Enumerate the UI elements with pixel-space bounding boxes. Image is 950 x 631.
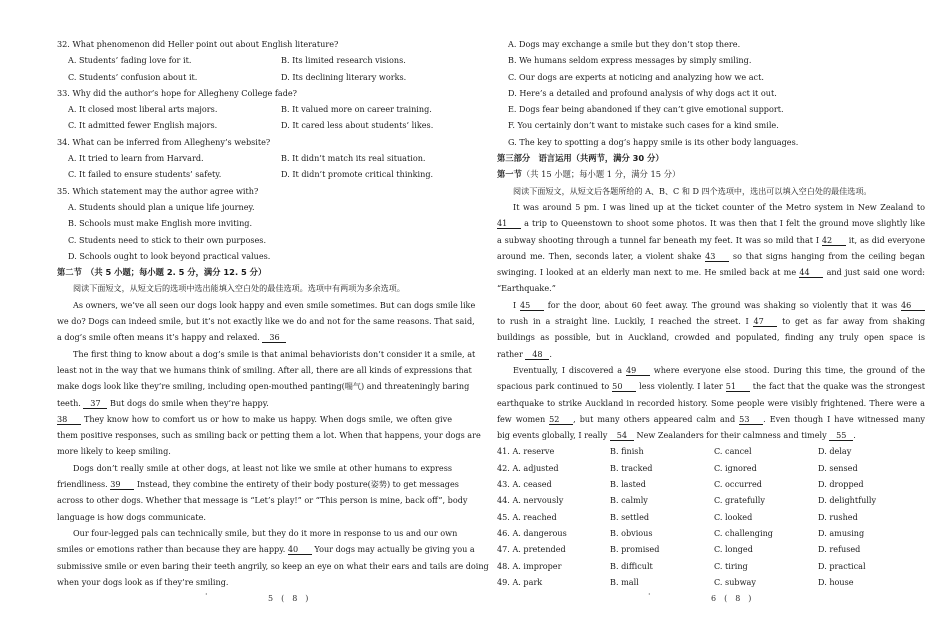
blank-52[interactable]: 52 xyxy=(549,414,573,425)
blank-48[interactable]: 48 xyxy=(525,349,549,360)
choice-41a: 41. A. reserve xyxy=(497,446,555,457)
passage-text: Eventually, I discovered a xyxy=(513,364,626,375)
blank-53[interactable]: 53 xyxy=(739,414,763,425)
passage-text: a trip to Queenstown to shoot some photos. It was then that I felt the ground move slightly like xyxy=(521,218,925,229)
cloze-p1-line-5 xyxy=(497,264,925,280)
page-number-left: 5 ( 8 ) xyxy=(268,594,309,603)
choice-49d: D. house xyxy=(818,576,854,587)
passage-text: Instead, they combine the entirety of their body posture(姿势) to get messages xyxy=(134,479,459,490)
question-33-options-row-1 xyxy=(57,101,452,117)
choice-46b: B. obvious xyxy=(610,527,653,538)
passage-text: . xyxy=(549,348,552,359)
option-32b: B. Its limited research visions. xyxy=(281,55,406,66)
choices-46 xyxy=(497,525,925,541)
choice-43c: C. occurred xyxy=(714,479,762,490)
choice-47c: C. longed xyxy=(714,544,753,555)
blank-54[interactable]: 54 xyxy=(610,430,634,441)
option-36-40-c: C. Our dogs are experts at noticing and analyzing how we act. xyxy=(508,71,764,82)
passage-text: to get as far away from shaking xyxy=(777,316,926,327)
blank-42[interactable]: 42 xyxy=(822,235,846,246)
cloze-p1-line-4 xyxy=(497,248,925,264)
passage-text: few women xyxy=(497,413,550,424)
cloze-p3-line-1 xyxy=(497,362,925,378)
passage-p1-line-3 xyxy=(57,329,452,345)
passage-text: where everyone else stood. During this time, the ground of the xyxy=(649,364,925,375)
choice-41d: D. delay xyxy=(818,446,852,457)
choice-43b: B. lasted xyxy=(610,479,646,490)
question-34-stem: 34. What can be inferred from Allegheny’s website? xyxy=(57,136,271,147)
question-32-options-row-2 xyxy=(57,69,452,85)
passage-text: I xyxy=(513,299,520,310)
section-1-note: （共 15 小题；每小题 1 分，满分 15 分） xyxy=(521,169,681,180)
option-34a: A. It tried to learn from Harvard. xyxy=(68,153,204,164)
blank-38[interactable]: 38 xyxy=(57,414,81,425)
section-1-heading xyxy=(497,166,925,182)
passage-p3-line-2: them positive responses, such as smiling back or petting them a lot. When that happens, your dogs are xyxy=(57,430,481,441)
question-33-stem: 33. Why did the author’s hope for Allegheny College fade? xyxy=(57,87,298,98)
choice-41b: B. finish xyxy=(610,446,644,457)
cloze-p2-line-1 xyxy=(497,297,925,313)
choices-48 xyxy=(497,558,925,574)
choice-47b: B. promised xyxy=(610,544,660,555)
choice-48d: D. practical xyxy=(818,560,866,571)
passage-p4-line-3: across to other dogs. Whether that message is “Let’s play!” or “This person is mine, back off”, body xyxy=(57,495,468,506)
question-34-options-row-1 xyxy=(57,150,452,166)
option-35c: C. Students need to stick to their own purposes. xyxy=(68,234,267,245)
passage-text: spacious park continued to xyxy=(497,381,613,392)
blank-40[interactable]: 40 xyxy=(288,544,312,555)
choice-44a: 44. A. nervously xyxy=(497,495,564,506)
passage-p2-line-4 xyxy=(57,395,452,411)
section-2-heading: 第二节 （共 5 小题；每小题 2. 5 分，满分 12. 5 分） xyxy=(57,267,267,278)
footer-dot-left: · xyxy=(205,590,208,599)
blank-39[interactable]: 39 xyxy=(110,479,134,490)
blank-43[interactable]: 43 xyxy=(705,251,729,262)
passage-text: so that signs hanging from the ceiling began xyxy=(729,250,925,261)
choice-42c: C. ignored xyxy=(714,462,757,473)
blank-36[interactable]: 36 xyxy=(262,332,286,343)
choices-47 xyxy=(497,541,925,557)
cloze-p3-line-4 xyxy=(497,411,925,427)
passage-p2-line-3: make dogs look like they’re smiling, including open-mouthed panting(喘气) and threateningly baring xyxy=(57,381,470,392)
cloze-p3-line-2 xyxy=(497,378,925,394)
option-34b: B. It didn’t match its real situation. xyxy=(281,153,426,164)
footer-dot-right: · xyxy=(648,590,651,599)
passage-p2-line-2: least not in the way that we humans think of smiling. After all, there are all kinds of expressions that xyxy=(57,364,472,375)
choice-48c: C. tiring xyxy=(714,560,748,571)
option-35b: B. Schools must make English more inviting. xyxy=(68,218,253,229)
passage-text: around me. Then, seconds later, a violent shake xyxy=(497,250,706,261)
passage-p3-line-3: more likely to keep smiling. xyxy=(57,446,171,457)
passage-text: swinging. I looked at an elderly man next to me. He smiled back at me xyxy=(497,267,800,278)
passage-text: New Zealanders for their calmness and timely xyxy=(633,430,830,441)
passage-text: teeth. xyxy=(57,397,84,408)
blank-55[interactable]: 55 xyxy=(829,430,853,441)
passage-text: Your dogs may actually be giving you a xyxy=(311,544,475,555)
choice-46c: C. challenging xyxy=(714,527,773,538)
blank-44[interactable]: 44 xyxy=(799,267,823,278)
option-32d: D. Its declining literary works. xyxy=(281,71,407,82)
option-36-40-e: E. Dogs fear being abandoned if they can’t give emotional support. xyxy=(508,104,784,115)
cloze-p3-line-3: earthquake to strike Auckland in recorded history. Some people were visibly frightened. There were a xyxy=(497,397,925,408)
option-36-40-a: A. Dogs may exchange a smile but they don’t stop there. xyxy=(508,39,741,49)
passage-p1-line-1: As owners, we’ve all seen our dogs look happy and even smile sometimes. But can dogs smile like xyxy=(73,299,476,310)
passage-p5-line-4: when your dogs look as if they’re smiling. xyxy=(57,576,229,587)
choice-48b: B. difficult xyxy=(610,560,653,571)
choice-43a: 43. A. ceased xyxy=(497,479,552,490)
question-32-options-row-1 xyxy=(57,52,452,68)
choice-45d: D. rushed xyxy=(818,511,858,522)
passage-text: less violently. I later xyxy=(636,381,726,392)
blank-45[interactable]: 45 xyxy=(520,300,544,311)
option-36-40-f: F. You certainly don’t want to mistake such cases for a kind smile. xyxy=(508,120,779,131)
choice-43d: D. dropped xyxy=(818,479,864,490)
choices-49 xyxy=(497,574,925,590)
section-1-label: 第一节 xyxy=(497,169,522,180)
question-33-options-row-2 xyxy=(57,117,452,133)
choice-46d: D. amusing xyxy=(818,527,865,538)
choice-47a: 47. A. pretended xyxy=(497,544,566,555)
choices-44 xyxy=(497,492,925,508)
passage-p5-line-2 xyxy=(57,541,475,557)
question-32-stem: 32. What phenomenon did Heller point out about English literature? xyxy=(57,39,339,49)
option-34c: C. It failed to ensure students’ safety. xyxy=(68,169,222,180)
page-number-right: 6 ( 8 ) xyxy=(711,594,752,603)
passage-p4-line-1: Dogs don’t really smile at other dogs, at least not like we smile at other humans to express xyxy=(73,462,452,473)
option-33a: A. It closed most liberal arts majors. xyxy=(68,104,218,115)
passage-p4-line-4: language is how dogs communicate. xyxy=(57,511,206,522)
cloze-p2-line-4 xyxy=(497,346,925,362)
choices-45 xyxy=(497,509,925,525)
passage-p5-line-3: submissive smile or even baring their teeth angrily, so keep an eye on what their ears and tails are doing xyxy=(57,560,489,571)
option-33c: C. It admitted fewer English majors. xyxy=(68,120,218,131)
choice-46a: 46. A. dangerous xyxy=(497,527,567,538)
part-3-heading: 第三部分 语言运用（共两节，满分 30 分） xyxy=(497,153,664,164)
choice-48a: 48. A. improper xyxy=(497,560,562,571)
passage-text: the fact that the quake was the strongest xyxy=(749,381,925,392)
passage-p4-line-2 xyxy=(57,476,459,492)
cloze-p3-line-5 xyxy=(497,427,925,443)
choice-42d: D. sensed xyxy=(818,462,858,473)
cloze-p1-line-6: “Earthquake.” xyxy=(497,283,556,294)
choice-49a: 49. A. park xyxy=(497,576,543,587)
choice-45b: B. settled xyxy=(610,511,650,522)
passage-text: They know how to comfort us or how to make us happy. When dogs smile, we often give xyxy=(81,413,452,424)
left-page xyxy=(57,36,489,590)
passage-text: But dogs do smile when they’re happy. xyxy=(107,397,269,408)
passage-text: big events globally, I really xyxy=(497,430,610,441)
option-36-40-g: G. The key to spotting a dog’s happy smile is its other body languages. xyxy=(508,136,799,147)
option-32c: C. Students’ confusion about it. xyxy=(68,71,198,82)
passage-text: friendliness. xyxy=(57,479,111,490)
choices-41 xyxy=(497,443,925,459)
blank-37[interactable]: 37 xyxy=(83,398,107,409)
question-34-options-row-2 xyxy=(57,166,452,182)
choice-47d: D. refused xyxy=(818,544,861,555)
choice-42b: B. tracked xyxy=(610,462,653,473)
choice-45c: C. looked xyxy=(714,511,753,522)
passage-p5-line-1: Our four-legged pals can technically smile, but they do it more in response to us and our own xyxy=(73,527,458,538)
passage-text: it, as did everyone xyxy=(845,234,925,245)
choice-44b: B. calmly xyxy=(610,495,648,506)
option-34d: D. It didn’t promote critical thinking. xyxy=(281,169,434,180)
passage-text: to rush in a straight line. Luckily, I reached the street. I xyxy=(497,316,754,327)
choices-42 xyxy=(497,460,925,476)
cloze-p1-line-1: It was around 5 pm. I was lined up at the ticket counter of the Metro system in New Zealand to xyxy=(513,201,925,212)
cloze-p1-line-3 xyxy=(497,232,925,248)
choices-43 xyxy=(497,476,925,492)
option-33d: D. It cared less about students’ likes. xyxy=(281,120,434,131)
option-36-40-d: D. Here’s a detailed and profound analysis of why dogs act it out. xyxy=(508,87,777,98)
cloze-p2-line-3: buildings as possible, but in Auckland, crowded and populated, finding any truly open space is xyxy=(497,332,925,343)
cloze-p2-line-2 xyxy=(497,313,925,329)
option-33b: B. It valued more on career training. xyxy=(281,104,432,115)
choice-41c: C. cancel xyxy=(714,446,752,457)
passage-text: , but many others appeared calm and xyxy=(573,413,740,424)
option-36-40-b: B. We humans seldom express messages by simply smiling. xyxy=(508,55,752,66)
blank-41[interactable]: 41 xyxy=(497,218,521,229)
cloze-p1-line-2 xyxy=(497,215,925,231)
choice-42a: 42. A. adjusted xyxy=(497,462,559,473)
passage-p2-line-1: The first thing to know about a dog’s smile is that animal behaviorists don’t consider it a smile, at xyxy=(73,348,476,359)
blank-46[interactable]: 46 xyxy=(901,300,925,311)
passage-text: smiles or emotions rather than because they are happy. xyxy=(57,544,288,555)
passage-text: rather xyxy=(497,348,526,359)
passage-text: and just said one word: xyxy=(823,267,925,278)
passage-text: . xyxy=(853,430,856,441)
option-32a: A. Students’ fading love for it. xyxy=(68,55,192,66)
blank-49[interactable]: 49 xyxy=(626,365,650,376)
choice-44c: C. gratefully xyxy=(714,495,765,506)
passage-p1-line-2: we do? Dogs can indeed smile, but it’s not exactly like we do and not for the same reasons. That said, xyxy=(57,316,475,327)
blank-47[interactable]: 47 xyxy=(753,316,777,327)
right-page xyxy=(497,36,925,590)
question-35-stem: 35. Which statement may the author agree with? xyxy=(57,185,259,196)
passage-text: . Even though I have witnessed many xyxy=(763,413,925,424)
passage-text: a dog’s smile often means it’s happy and relaxed. xyxy=(57,332,263,343)
section-1-instruction: 阅读下面短文，从短文后各题所给的 A、B、C 和 D 四个选项中，选出可以填入空白处的最佳选项。 xyxy=(513,185,872,196)
blank-50[interactable]: 50 xyxy=(612,381,636,392)
passage-text: for the door, about 60 feet away. The ground was shaking so violently that it was xyxy=(543,299,901,310)
option-35d: D. Schools ought to look beyond practical values. xyxy=(68,250,271,261)
choice-49c: C. subway xyxy=(714,576,756,587)
passage-p3-line-1 xyxy=(57,411,452,427)
choice-45a: 45. A. reached xyxy=(497,511,557,522)
choice-44d: D. delightfully xyxy=(818,495,877,506)
choice-49b: B. mall xyxy=(610,576,639,587)
section-2-instruction: 阅读下面短文，从短文后的选项中选出能填入空白处的最佳选项。选项中有两项为多余选项。 xyxy=(73,283,405,294)
passage-text: a subway shooting through a tunnel far beneath my feet. It was so mild that I xyxy=(497,234,822,245)
option-35a: A. Students should plan a unique life journey. xyxy=(68,201,255,212)
blank-51[interactable]: 51 xyxy=(726,381,750,392)
